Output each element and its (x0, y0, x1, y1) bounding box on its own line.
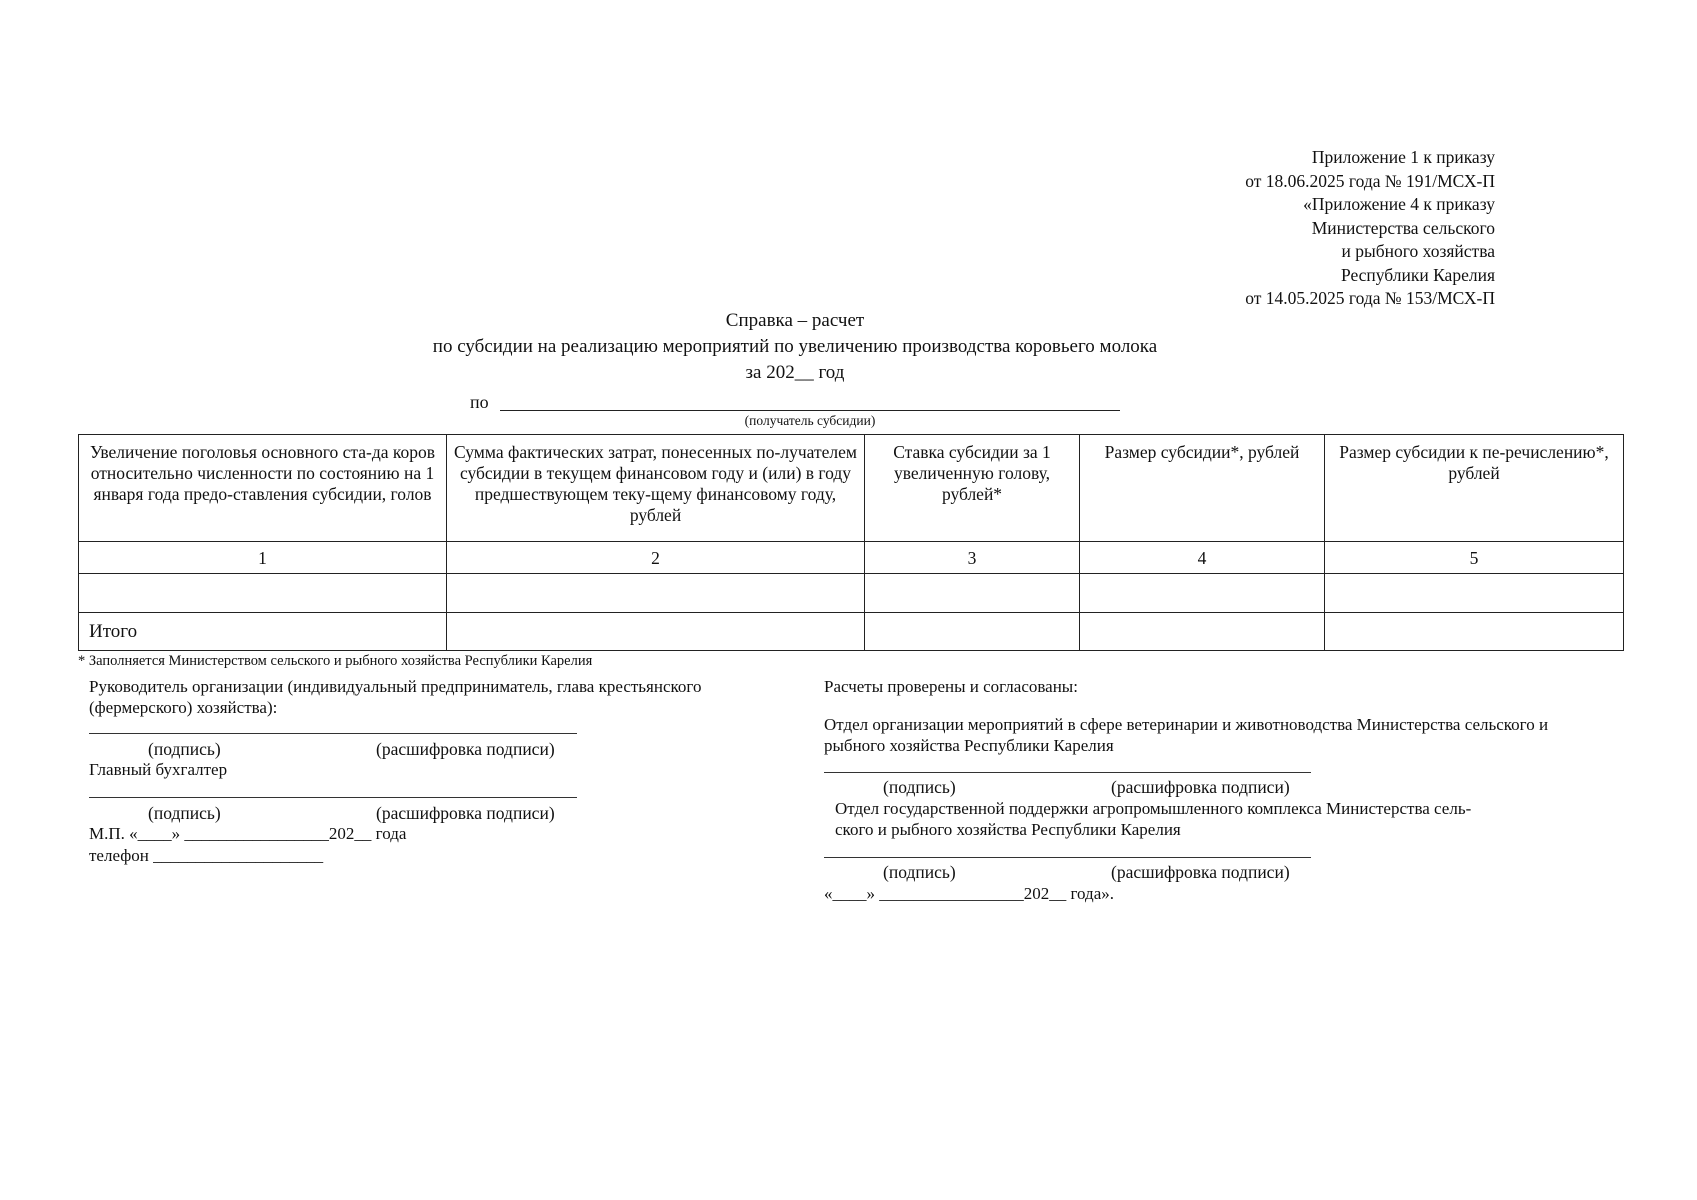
signature-caption: (подпись) (148, 739, 221, 759)
document-subtitle: по субсидии на реализацию мероприятий по увеличению производства коровьего молока (432, 336, 1158, 357)
column-number-row (79, 542, 1624, 574)
appendix-line: Республики Карелия (1340, 264, 1495, 285)
chief-accountant-label: Главный бухгалтер (89, 760, 228, 779)
column-number: 1 (79, 542, 447, 574)
appendix-line: Министерства сельского (1311, 217, 1495, 238)
total-cell[interactable] (447, 613, 865, 651)
seal-date-line: М.П. «____» _________________202__ года (89, 824, 407, 843)
decode-caption: (расшифровка подписи) (1111, 777, 1290, 797)
column-number: 5 (1325, 542, 1624, 574)
footnote: * Заполняется Министерством сельского и рыбного хозяйства Республики Карелия (78, 653, 593, 669)
appendix-line: от 14.05.2025 года № 153/МСХ-П (1245, 288, 1495, 308)
head-title-line1: Руководитель организации (индивидуальный предприниматель, глава крестьянского (89, 677, 702, 696)
total-label: Итого (79, 613, 447, 651)
appendix-line: и рыбного хозяйства (1341, 241, 1495, 261)
total-cell[interactable] (1325, 613, 1624, 651)
dept1-signature-line[interactable] (824, 772, 1311, 773)
decode-caption: (расшифровка подписи) (376, 739, 555, 759)
document-title: Справка – расчет (725, 310, 865, 331)
data-cell[interactable] (447, 574, 865, 613)
recipient-field[interactable] (500, 410, 1120, 411)
recipient-caption: (получатель субсидии) (744, 413, 876, 428)
data-cell[interactable] (865, 574, 1080, 613)
appendix-line: Приложение 1 к приказу (1311, 147, 1495, 167)
decode-caption: (расшифровка подписи) (1111, 862, 1290, 882)
accountant-signature-line[interactable] (89, 797, 577, 798)
dept2-line1: Отдел государственной поддержки агропромышленного комплекса Министерства сель- (835, 799, 1472, 818)
head-title-line2: (фермерского) хозяйства): (89, 698, 278, 717)
column-number: 2 (447, 542, 865, 574)
header-cell-herd-increase: Увеличение поголовья основного ста-да коров относительно численности по состоянию на 1 января года предо-ставления субсидии, голов (79, 435, 447, 542)
calculation-table (78, 434, 1624, 651)
total-cell[interactable] (1080, 613, 1325, 651)
checked-label: Расчеты проверены и согласованы: (824, 677, 1078, 696)
signature-caption: (подпись) (883, 777, 956, 797)
data-cell[interactable] (79, 574, 447, 613)
column-number: 3 (865, 542, 1080, 574)
signature-caption: (подпись) (148, 803, 221, 823)
dept2-line2: ского и рыбного хозяйства Республики Карелия (835, 820, 1181, 839)
recipient-prefix: по (470, 392, 489, 412)
signature-caption: (подпись) (883, 862, 956, 882)
total-cell[interactable] (865, 613, 1080, 651)
dept2-signature-line[interactable] (824, 857, 1311, 858)
decode-caption: (расшифровка подписи) (376, 803, 555, 823)
header-cell-transfer-size: Размер субсидии к пе-речислению*, рублей (1325, 435, 1624, 542)
document-period: за 202__ год (745, 362, 845, 383)
header-cell-subsidy-size: Размер субсидии*, рублей (1080, 435, 1325, 542)
phone-line: телефон ____________________ (89, 846, 324, 865)
table-header-row (79, 435, 1624, 542)
dept1-line2: рыбного хозяйства Республики Карелия (824, 736, 1114, 755)
table-row (79, 574, 1624, 613)
header-cell-rate: Ставка субсидии за 1 увеличенную голову, рублей* (865, 435, 1080, 542)
data-cell[interactable] (1325, 574, 1624, 613)
column-number: 4 (1080, 542, 1325, 574)
appendix-line: от 18.06.2025 года № 191/МСХ-П (1245, 170, 1495, 191)
appendix-line: «Приложение 4 к приказу (1303, 194, 1495, 214)
data-cell[interactable] (1080, 574, 1325, 613)
dept1-line1: Отдел организации мероприятий в сфере ветеринарии и животноводства Министерства сельского и (824, 715, 1549, 734)
total-row (79, 613, 1624, 651)
header-cell-actual-costs: Сумма фактических затрат, понесенных по-лучателем субсидии в текущем финансовом году и (или) в году предшествующем теку-щему финансовому году, рублей (447, 435, 865, 542)
appendix-reference (1245, 146, 1495, 311)
head-signature-line[interactable] (89, 733, 577, 734)
approval-date-line: «____» _________________202__ года». (824, 884, 1115, 903)
